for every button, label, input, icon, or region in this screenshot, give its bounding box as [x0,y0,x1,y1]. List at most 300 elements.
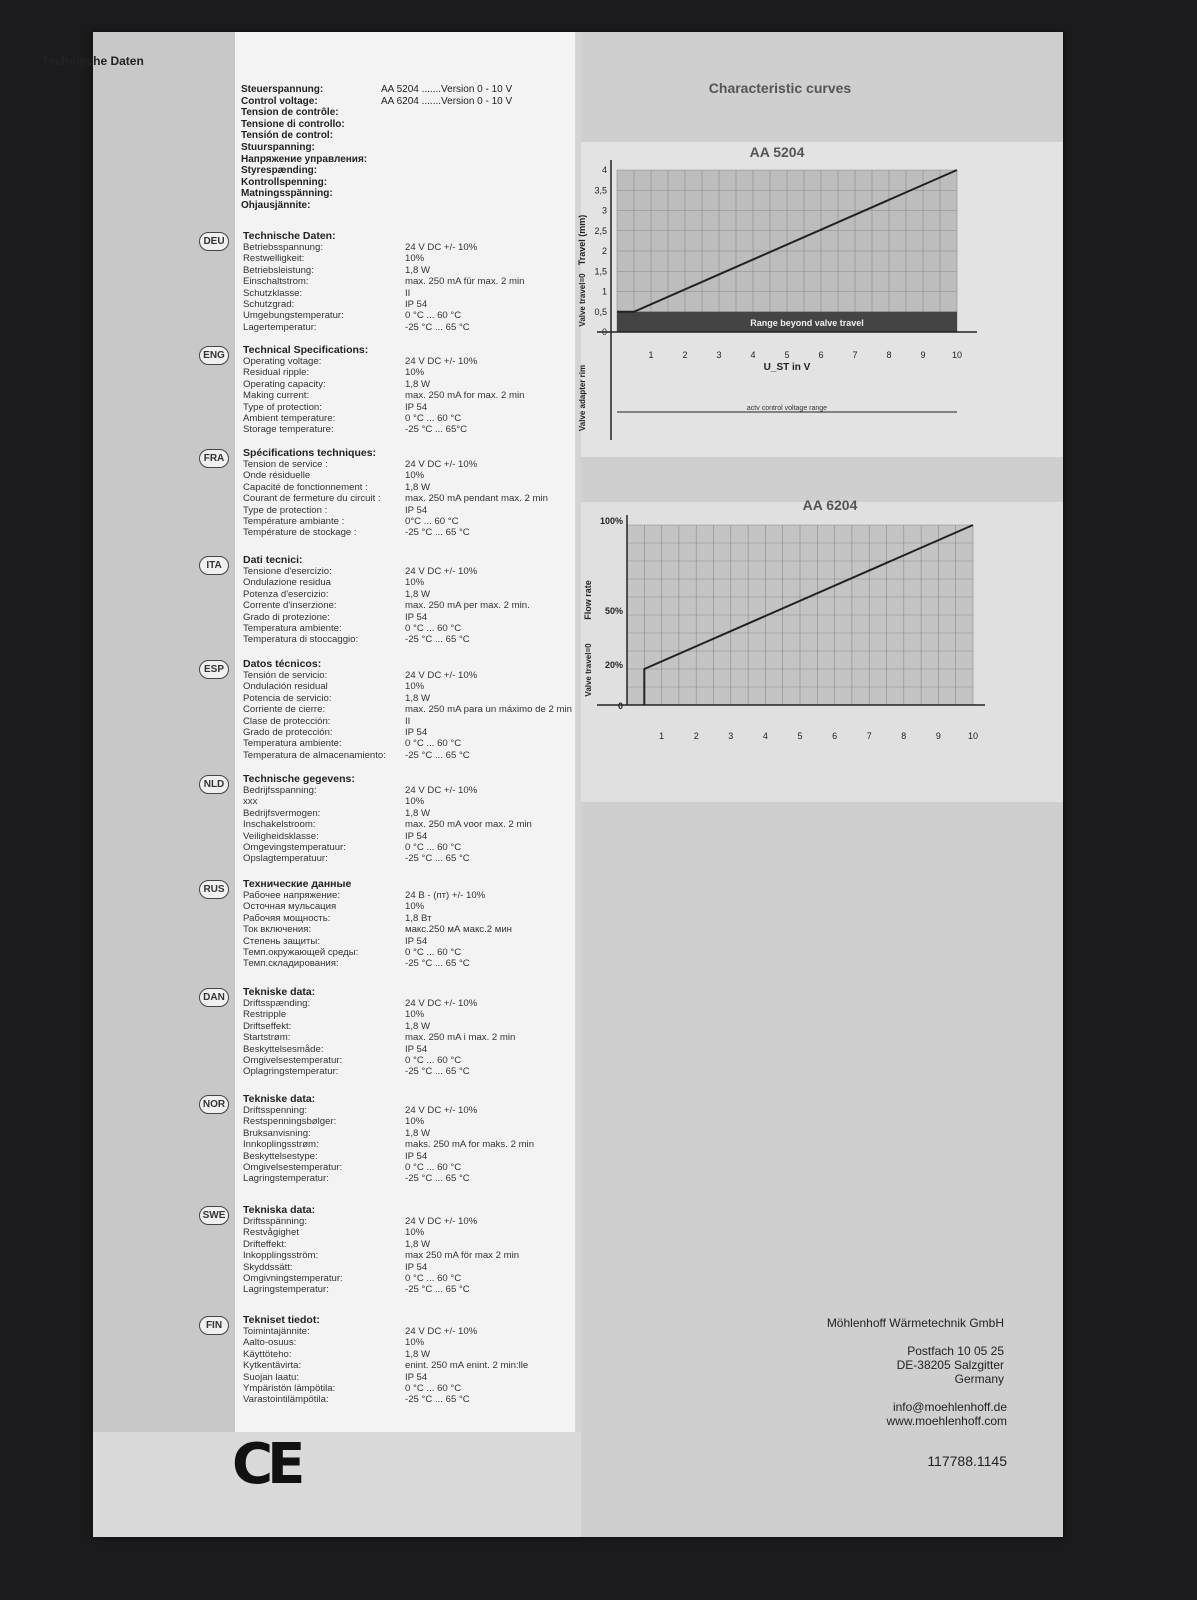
spec-value: IP 54 [405,299,428,311]
contact-line: info@moehlenhoff.de [892,1400,1007,1414]
spec-value: 0 °C ... 60 °C [405,1055,462,1067]
spec-label: Opslagtemperatuur: [243,853,328,865]
spec-value: 10% [405,1116,425,1128]
spec-value: 10% [405,253,425,265]
spec-rows [243,1105,534,1185]
spec-label: Bedrijfsspanning: [243,785,317,796]
spec-row [243,459,548,470]
spec-value: max. 250 mA para un máximo de 2 min [405,704,572,716]
ce-mark: CE [232,1432,300,1497]
spec-value: IP 54 [405,1150,428,1162]
control-voltage-label: Stuurspanning: [241,142,315,153]
spec-value: 10% [405,901,425,913]
spec-row [243,1055,515,1066]
spec-label: Driftsspenning: [243,1105,307,1116]
spec-value: -25 °C ... 65 °C [405,1173,470,1185]
spec-value: IP 54 [405,1371,428,1383]
spec-label: Temperatura ambiente: [243,623,342,635]
x-tick-label: 6 [818,350,824,360]
spec-value: 24 V DC +/- 10% [405,566,478,577]
language-badge-swe: SWE [199,1206,229,1225]
spec-label: Lagringstemperatur: [243,1284,329,1296]
spec-label: Drifteffekt: [243,1238,287,1250]
spec-label: Schutzgrad: [243,299,295,311]
x-tick-label: 4 [762,731,768,741]
spec-value: 24 V DC +/- 10% [405,1105,478,1116]
spec-row [243,785,532,796]
spec-row [243,716,572,727]
spec-row [243,831,532,842]
spec-row [243,1066,515,1077]
spec-row [243,470,548,481]
spec-label: Tensión de servicio: [243,670,328,681]
chart-aa5204 [565,140,1025,450]
spec-row [243,1227,519,1238]
spec-row [243,1151,534,1162]
spec-value: max. 250 mA pendant max. 2 min [405,493,548,505]
spec-label: Omgivningstemperatur: [243,1273,343,1285]
y-axis-label: Flow rate [583,580,593,620]
spec-value: 10% [405,1009,425,1021]
spec-row [243,681,572,692]
spec-row [243,958,512,969]
spec-value: II [405,715,411,727]
spec-row [243,750,572,761]
spec-value: -25 °C ... 65 °C [405,853,470,865]
spec-label: Operating capacity: [243,378,326,390]
footer-strip [93,1432,581,1537]
y-axis-label: Travel (mm) [577,214,587,266]
spec-label: Capacité de fonctionnement : [243,481,368,493]
spec-row [243,808,532,819]
spec-value: IP 54 [405,1261,428,1273]
address-line: Postfach 10 05 25 [907,1344,1004,1358]
spec-row [243,634,530,645]
spec-value: 10% [405,470,425,482]
spec-label: Aalto-osuus: [243,1337,297,1349]
y-tick-label: 1,5 [594,266,607,277]
company-contact [886,1400,1007,1428]
spec-label: Onde résiduelle [243,470,311,482]
spec-row [243,842,532,853]
spec-value: 24 V DC +/- 10% [405,785,478,796]
y-tick-label: 100% [599,516,623,526]
characteristic-curves-title: Characteristic curves [708,80,852,96]
band-label: Range beyond valve travel [750,317,864,328]
spec-value: 24 V DC +/- 10% [405,459,478,470]
spec-label: Schutzklasse: [243,287,303,299]
address-line: DE-38205 Salzgitter [896,1358,1004,1372]
spec-value: -25 °C ... 65°C [405,424,468,436]
spec-label: Ympäristön lämpötila: [243,1383,336,1395]
spec-value: 24 V DC +/- 10% [405,242,478,253]
control-voltage-label: Control voltage: [241,95,318,107]
y-tick-label: 4 [601,165,607,175]
spec-row [243,493,548,504]
spec-rows [243,998,515,1078]
spec-row [243,566,530,577]
spec-value: -25 °C ... 65 °C [405,527,470,539]
spec-value: IP 54 [405,611,428,623]
y-axis-lower-label: Valve adapter rim [578,364,587,432]
spec-label: Veiligheidsklasse: [243,830,319,842]
spec-row [243,589,530,600]
spec-value: 0 °C ... 60 °C [405,623,462,635]
spec-row [243,738,572,749]
spec-row [243,1216,519,1227]
document-number: 117788.1145 [927,1453,1007,1469]
spec-value: II [405,287,411,299]
spec-label: xxx [243,796,258,808]
spec-label: Beskyttelsestype: [243,1150,318,1162]
spec-row [243,577,530,588]
section-title: Technische Daten: [243,230,336,242]
spec-label: Темп.складирования: [243,958,339,970]
spec-row [243,1284,519,1295]
section-title: Spécifications techniques: [243,447,377,459]
spec-row [243,890,512,901]
spec-value: 24 V DC +/- 10% [405,998,478,1009]
spec-value: -25 °C ... 65 °C [405,634,470,646]
x-tick-label: 5 [784,350,790,360]
spec-value: 0 °C ... 60 °C [405,413,462,425]
control-voltage-label: Ohjausjännite: [241,200,311,211]
spec-row [243,253,524,264]
spec-value: IP 54 [405,1043,428,1055]
language-badge-nor: NOR [199,1095,229,1114]
spec-label: Residual ripple: [243,367,310,379]
spec-value: 24 V DC +/- 10% [405,1216,478,1227]
spec-row [243,1128,534,1139]
spec-value: max. 250 mA per max. 2 min. [405,600,530,612]
spec-label: Осточная мульсация [243,901,337,913]
y-tick-label: 0 [601,327,607,337]
spec-label: Oplagringstemperatur: [243,1066,339,1078]
spec-label: Clase de protección: [243,715,331,727]
spec-value: -25 °C ... 65 °C [405,1394,470,1406]
spec-row [243,1394,528,1405]
control-voltage-label: Steuerspannung: [241,84,324,95]
spec-label: Driftseffekt: [243,1020,292,1032]
x-tick-label: 2 [693,731,699,741]
spec-value: -25 °C ... 65 °C [405,1066,470,1078]
range-label: actv control voltage range [746,405,828,412]
x-tick-label: 5 [797,731,803,741]
section-title: Технические данные [243,878,352,890]
spec-label: Temperatura de almacenamiento: [243,749,386,761]
x-tick-label: 1 [648,350,654,360]
spec-row [243,1250,519,1261]
spec-row [243,505,548,516]
spec-label: Ondulazione residua [243,577,332,589]
spec-value: 1,8 W [405,481,431,493]
spec-row [243,1326,528,1337]
spec-row [243,796,532,807]
spec-label: Omgevingstemperatuur: [243,842,346,854]
spec-row [243,1349,528,1360]
spec-row [243,1273,519,1284]
control-voltage-value: AA 5204 .......Version 0 - 10 V [381,84,513,95]
spec-label: Betriebsspannung: [243,242,324,253]
spec-label: Suojan laatu: [243,1371,300,1383]
spec-value: 24 В - (пт) +/- 10% [405,890,486,901]
spec-label: Рабочее напряжение: [243,890,341,901]
spec-value: 1,8 W [405,1238,431,1250]
spec-value: 0 °C ... 60 °C [405,310,462,322]
section-title: Technische gegevens: [243,773,355,785]
spec-label: Темп.окружающей среды: [243,947,359,959]
y-axis-secondary-label: Valve travel=0 [578,273,587,327]
spec-row [243,402,524,413]
language-badge-deu: DEU [199,232,229,251]
language-badge-nld: NLD [199,775,229,794]
x-tick-label: 8 [901,731,907,741]
spec-label: Restvågighet [243,1227,299,1239]
spec-value: max. 250 mA voor max. 2 min [405,819,532,831]
spec-rows [243,785,532,865]
spec-row [243,288,524,299]
spec-value: 10% [405,367,425,379]
spec-label: Storage temperature: [243,424,334,436]
spec-value: -25 °C ... 65 °C [405,321,470,333]
spec-label: Рабочяя мощность: [243,912,331,924]
spec-row [243,356,524,367]
spec-value: -25 °C ... 65 °C [405,958,470,970]
spec-label: Bruksanvisning: [243,1127,311,1139]
spec-row [243,1009,515,1020]
control-voltage-label: Tension de contrôle: [241,107,339,119]
spec-label: Courant de fermeture du circuit : [243,493,381,505]
spec-label: Potencia de servicio: [243,692,332,704]
spec-row [243,693,572,704]
spec-row [243,367,524,378]
spec-value: -25 °C ... 65 °C [405,1284,470,1296]
technische-daten-label: Technische Daten [42,54,144,68]
section-title: Technical Specifications: [243,344,369,356]
spec-rows [243,566,530,646]
y-axis-secondary-label: Valve travel=0 [584,643,593,697]
x-tick-label: 9 [935,731,941,741]
spec-label: Inschakelstroom: [243,819,316,831]
control-voltage-label: Tensione di controllo: [241,118,345,130]
y-tick-label: 2,5 [594,225,607,236]
y-tick-label: 0,5 [594,306,607,317]
x-tick-label: 4 [750,350,756,360]
control-voltage-label: Напряжение управления: [241,153,368,165]
spec-value: 1,8 W [405,1127,431,1139]
x-tick-label: 1 [659,731,665,741]
spec-value: 1,8 W [405,588,431,600]
spec-value: max. 250 mA für max. 2 min [405,276,525,288]
spec-value: 0 °C ... 60 °C [405,1383,462,1395]
spec-label: Степень защиты: [243,935,320,947]
language-badge-fin: FIN [199,1316,229,1335]
spec-rows [243,670,572,761]
spec-row [243,936,512,947]
spec-value: 0 °C ... 60 °C [405,1273,462,1285]
spec-value: 1,8 W [405,1020,431,1032]
spec-label: Temperatura di stoccaggio: [243,634,359,646]
x-tick-label: 7 [866,731,872,741]
spec-label: Corrente d'inserzione: [243,600,337,612]
y-tick-label: 50% [604,606,623,616]
spec-label: Operating voltage: [243,356,322,367]
spec-value: IP 54 [405,830,428,842]
spec-row [243,1032,515,1043]
spec-label: Restripple [243,1009,287,1021]
spec-label: Innkoplingsstrøm: [243,1139,319,1151]
spec-row [243,670,572,681]
language-badge-rus: RUS [199,880,229,899]
spec-row [243,1173,534,1184]
y-tick-label: 1 [601,286,607,297]
spec-row [243,1139,534,1150]
spec-value: 1,8 Вт [405,912,432,924]
spec-row [243,322,524,333]
spec-row [243,623,530,634]
spec-value: 10% [405,577,425,589]
y-tick-label: 0 [617,701,623,711]
spec-row [243,727,572,738]
spec-row [243,1383,528,1394]
spec-value: 0 °C ... 60 °C [405,947,462,959]
spec-label: Tensione d'esercizio: [243,566,332,577]
x-tick-label: 10 [951,350,963,360]
spec-value: max 250 mA för max 2 min [405,1250,520,1262]
spec-label: Type de protection : [243,504,328,516]
language-badge-dan: DAN [199,988,229,1007]
spec-value: IP 54 [405,727,428,739]
spec-value: 10% [405,796,425,808]
control-voltage-label: Kontrollspenning: [241,176,328,188]
spec-row [243,424,524,435]
spec-label: Restwelligkeit: [243,253,305,265]
company-name: Möhlenhoff Wärmetechnik GmbH [826,1316,1004,1330]
spec-label: Lagringstemperatur: [243,1173,329,1185]
spec-rows [243,242,524,333]
x-tick-label: 9 [920,350,926,360]
spec-value: enint. 250 mA enint. 2 min:lle [405,1360,529,1372]
spec-row [243,390,524,401]
spec-label: Driftsspänning: [243,1216,307,1227]
spec-label: Omgivelsestemperatur: [243,1162,343,1174]
spec-label: Toimintajännite: [243,1326,310,1337]
spec-value: 0 °C ... 60 °C [405,1162,462,1174]
spec-value: 10% [405,1227,425,1239]
control-voltage-label: Tensión de control: [241,130,334,142]
spec-label: Bedrijfsvermogen: [243,807,321,819]
spec-value: IP 54 [405,935,428,947]
spec-row [243,1337,528,1348]
spec-label: Potenza d'esercizio: [243,588,329,600]
spec-row [243,299,524,310]
spec-row [243,819,532,830]
spec-row [243,1162,534,1173]
spec-label: Käyttöteho: [243,1348,292,1360]
spec-value: IP 54 [405,401,428,413]
x-tick-label: 6 [832,731,838,741]
control-voltage-label: Matningsspänning: [241,188,333,200]
y-tick-label: 20% [604,660,623,670]
spec-label: Ambient temperature: [243,413,336,425]
spec-label: Lagertemperatur: [243,321,317,333]
spec-label: Température de stockage : [243,527,357,539]
spec-label: Kytkentävirta: [243,1360,302,1372]
spec-label: Grado di protezione: [243,611,330,623]
spec-value: 0 °C ... 60 °C [405,842,462,854]
x-tick-label: 2 [682,350,688,360]
language-badge-ita: ITA [199,556,229,575]
spec-rows [243,1326,528,1406]
spec-row [243,998,515,1009]
language-badge-esp: ESP [199,660,229,679]
section-title: Dati tecnici: [243,554,303,566]
spec-label: Einschaltstrom: [243,276,309,288]
spec-value: 0°C ... 60 °C [405,516,459,528]
spec-label: Corriente de cierre: [243,704,326,716]
spec-label: Skyddssätt: [243,1261,293,1273]
chart-aa6204 [565,490,1025,760]
spec-label: Tension de service : [243,459,328,470]
spec-row [243,612,530,623]
spec-row [243,1021,515,1032]
section-title: Tekniska data: [243,1204,316,1216]
section-title: Tekniske data: [243,1093,316,1105]
spec-label: Ondulación residual [243,681,328,693]
spec-row [243,276,524,287]
spec-row [243,704,572,715]
spec-label: Varastointilämpötila: [243,1394,329,1406]
spec-rows [243,356,524,436]
spec-row [243,1372,528,1383]
spec-value: max. 250 mA for max. 2 min [405,390,525,402]
spec-value: 10% [405,1337,425,1349]
spec-value: IP 54 [405,504,428,516]
spec-label: Inkopplingsström: [243,1250,319,1262]
y-tick-label: 3 [601,205,607,216]
x-axis-label: U_ST in V [763,362,811,373]
spec-label: Driftsspænding: [243,998,311,1009]
spec-value: 1,8 W [405,692,431,704]
spec-row [243,600,530,611]
spec-value: 24 V DC +/- 10% [405,1326,478,1337]
x-tick-label: 10 [967,731,979,741]
spec-row [243,947,512,958]
contact-line: www.moehlenhoff.com [886,1414,1007,1428]
spec-value: 1,8 W [405,378,431,390]
spec-value: 24 V DC +/- 10% [405,356,478,367]
spec-row [243,1262,519,1273]
spec-value: 10% [405,681,425,693]
spec-label: Beskyttelsesmåde: [243,1043,324,1055]
chart-title: AA 5204 [749,144,805,160]
x-tick-label: 3 [728,731,734,741]
spec-label: Restspenningsbølger: [243,1116,337,1128]
spec-row [243,901,512,912]
spec-row [243,413,524,424]
spec-rows [243,890,512,970]
spec-value: 0 °C ... 60 °C [405,738,462,750]
spec-label: Startstrøm: [243,1032,291,1044]
y-tick-label: 2 [601,246,607,256]
spec-label: Making current: [243,390,310,402]
x-tick-label: 8 [886,350,892,360]
spec-value: 1,8 W [405,264,431,276]
x-tick-label: 7 [852,350,858,360]
spec-value: макс.250 мА макс.2 мин [405,924,512,936]
x-tick-label: 3 [716,350,722,360]
language-badge-eng: ENG [199,346,229,365]
